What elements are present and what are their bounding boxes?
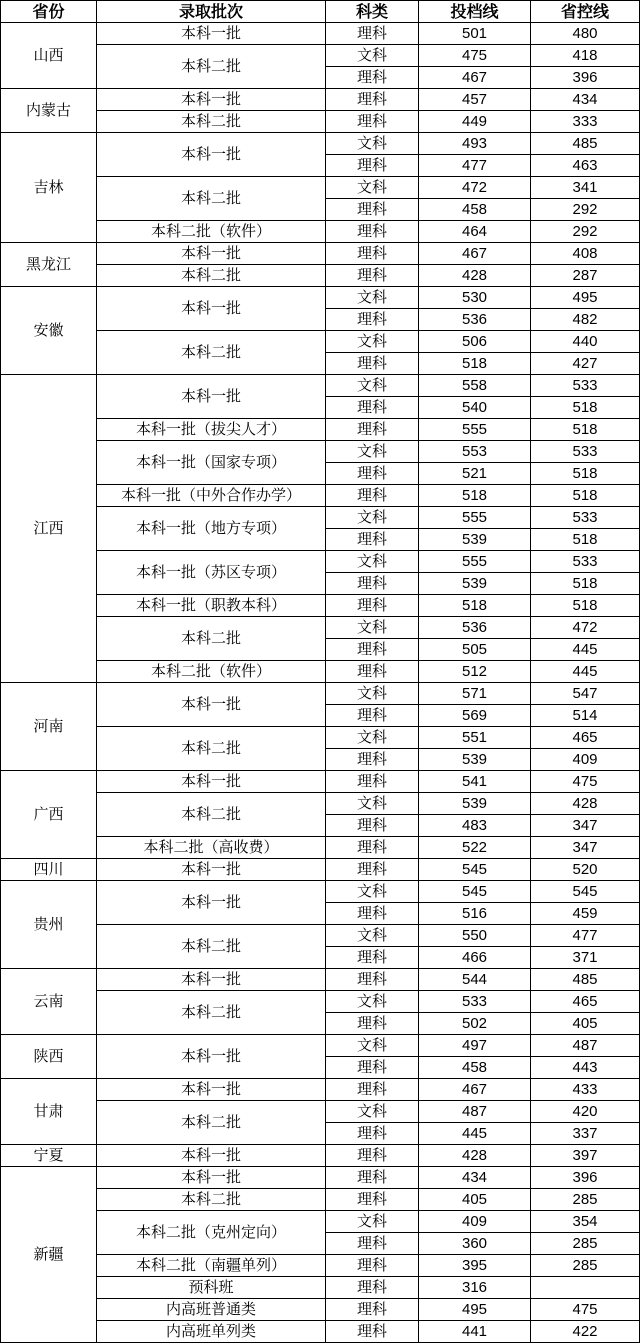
- control-line-cell: 354: [531, 1211, 640, 1233]
- subject-type-cell: 理科: [326, 419, 419, 441]
- subject-type-cell: 理科: [326, 1013, 419, 1035]
- subject-type-cell: 理科: [326, 771, 419, 793]
- subject-type-cell: 文科: [326, 991, 419, 1013]
- control-line-cell: 433: [531, 1079, 640, 1101]
- subject-type-cell: 理科: [326, 595, 419, 617]
- table-row: [1, 1277, 640, 1299]
- control-line-cell: 422: [531, 1321, 640, 1343]
- control-line-cell: 333: [531, 111, 640, 133]
- subject-type-cell: 理科: [326, 353, 419, 375]
- batch-cell: 本科一批: [97, 375, 326, 419]
- admission-score-cell: 441: [419, 1321, 531, 1343]
- admission-score-cell: 541: [419, 771, 531, 793]
- batch-cell: 本科一批: [97, 1167, 326, 1189]
- subject-type-cell: 理科: [326, 265, 419, 287]
- subject-type-cell: 文科: [326, 177, 419, 199]
- table-row: [1, 859, 640, 881]
- control-line-cell: 445: [531, 661, 640, 683]
- control-line-cell: 443: [531, 1057, 640, 1079]
- control-line-cell: 408: [531, 243, 640, 265]
- table-row: [1, 683, 640, 705]
- admission-score-cell: 545: [419, 881, 531, 903]
- province-cell: 四川: [1, 859, 97, 881]
- control-line-cell: 495: [531, 287, 640, 309]
- subject-type-cell: 理科: [326, 661, 419, 683]
- table-row: [1, 221, 640, 243]
- control-line-cell: 518: [531, 529, 640, 551]
- admission-score-cell: 551: [419, 727, 531, 749]
- admission-score-cell: 467: [419, 67, 531, 89]
- batch-cell: 预科班: [97, 1277, 326, 1299]
- batch-cell: 本科一批（地方专项）: [97, 507, 326, 551]
- batch-cell: 本科一批: [97, 1145, 326, 1167]
- subject-type-cell: 理科: [326, 463, 419, 485]
- subject-type-cell: 理科: [326, 23, 419, 45]
- subject-type-cell: 理科: [326, 1123, 419, 1145]
- control-line-cell: 292: [531, 221, 640, 243]
- control-line-cell: 285: [531, 1255, 640, 1277]
- subject-type-cell: 理科: [326, 573, 419, 595]
- batch-cell: 本科二批: [97, 1101, 326, 1145]
- subject-type-cell: 理科: [326, 639, 419, 661]
- table-row: [1, 595, 640, 617]
- control-line-cell: 427: [531, 353, 640, 375]
- control-line-cell: 292: [531, 199, 640, 221]
- batch-cell: 本科二批: [97, 45, 326, 89]
- admission-score-cell: 545: [419, 859, 531, 881]
- control-line-cell: 520: [531, 859, 640, 881]
- control-line-cell: 337: [531, 1123, 640, 1145]
- control-line-cell: 518: [531, 485, 640, 507]
- admission-score-cell: 539: [419, 529, 531, 551]
- subject-type-cell: 文科: [326, 551, 419, 573]
- admission-score-cell: 466: [419, 947, 531, 969]
- control-line-cell: 371: [531, 947, 640, 969]
- control-line-cell: 428: [531, 793, 640, 815]
- table-row: [1, 23, 640, 45]
- admission-score-cell: 477: [419, 155, 531, 177]
- admission-score-cell: 428: [419, 265, 531, 287]
- province-cell: 陕西: [1, 1035, 97, 1079]
- subject-type-cell: 理科: [326, 155, 419, 177]
- subject-type-cell: 文科: [326, 925, 419, 947]
- subject-type-cell: 理科: [326, 221, 419, 243]
- admission-score-cell: 522: [419, 837, 531, 859]
- admission-score-cell: 516: [419, 903, 531, 925]
- subject-type-cell: 理科: [326, 1277, 419, 1299]
- admission-score-cell: 467: [419, 243, 531, 265]
- batch-cell: 本科一批（职教本科）: [97, 595, 326, 617]
- table-row: [1, 331, 640, 353]
- subject-type-cell: 文科: [326, 133, 419, 155]
- subject-type-cell: 理科: [326, 1189, 419, 1211]
- admission-score-cell: 533: [419, 991, 531, 1013]
- batch-cell: 本科一批: [97, 287, 326, 331]
- control-line-cell: 545: [531, 881, 640, 903]
- subject-type-cell: 文科: [326, 441, 419, 463]
- admission-score-cell: 540: [419, 397, 531, 419]
- subject-type-cell: 理科: [326, 397, 419, 419]
- subject-type-cell: 理科: [326, 903, 419, 925]
- batch-cell: 本科一批（中外合作办学）: [97, 485, 326, 507]
- table-row: [1, 375, 640, 397]
- control-line-cell: 459: [531, 903, 640, 925]
- control-line-cell: 518: [531, 419, 640, 441]
- subject-type-cell: 理科: [326, 529, 419, 551]
- admission-score-cell: 571: [419, 683, 531, 705]
- subject-type-cell: 文科: [326, 375, 419, 397]
- batch-cell: 本科二批（软件）: [97, 221, 326, 243]
- admission-score-cell: 518: [419, 485, 531, 507]
- batch-cell: 本科一批（国家专项）: [97, 441, 326, 485]
- control-line-cell: 420: [531, 1101, 640, 1123]
- subject-type-cell: 文科: [326, 1211, 419, 1233]
- control-line-cell: 477: [531, 925, 640, 947]
- control-line-cell: 533: [531, 551, 640, 573]
- admission-score-cell: 505: [419, 639, 531, 661]
- batch-cell: 本科二批: [97, 111, 326, 133]
- admission-score-cell: 445: [419, 1123, 531, 1145]
- control-line-cell: 533: [531, 441, 640, 463]
- batch-cell: 本科二批: [97, 925, 326, 969]
- batch-cell: 本科二批: [97, 177, 326, 221]
- province-cell: 宁夏: [1, 1145, 97, 1167]
- table-row: [1, 837, 640, 859]
- admission-score-cell: 536: [419, 309, 531, 331]
- subject-type-cell: 文科: [326, 1101, 419, 1123]
- batch-cell: 本科一批: [97, 23, 326, 45]
- province-cell: 河南: [1, 683, 97, 771]
- control-line-cell: 409: [531, 749, 640, 771]
- control-line-cell: 397: [531, 1145, 640, 1167]
- admission-score-cell: 536: [419, 617, 531, 639]
- subject-type-cell: 文科: [326, 683, 419, 705]
- control-line-cell: 347: [531, 815, 640, 837]
- admission-score-cell: 530: [419, 287, 531, 309]
- header-row: [1, 1, 640, 23]
- province-cell: 云南: [1, 969, 97, 1035]
- subject-type-cell: 理科: [326, 969, 419, 991]
- control-line-cell: 396: [531, 1167, 640, 1189]
- admission-score-cell: 558: [419, 375, 531, 397]
- batch-cell: 本科一批: [97, 859, 326, 881]
- table-row: [1, 727, 640, 749]
- control-line-cell: 533: [531, 507, 640, 529]
- subject-type-cell: 理科: [326, 1255, 419, 1277]
- control-line-cell: 485: [531, 133, 640, 155]
- table-row: [1, 111, 640, 133]
- control-line-cell: 533: [531, 375, 640, 397]
- subject-type-cell: 理科: [326, 1233, 419, 1255]
- admission-score-cell: 405: [419, 1189, 531, 1211]
- admission-score-cell: 501: [419, 23, 531, 45]
- admission-score-cell: 539: [419, 793, 531, 815]
- header-batch: 录取批次: [97, 1, 326, 23]
- batch-cell: 本科二批: [97, 991, 326, 1035]
- admission-score-cell: 316: [419, 1277, 531, 1299]
- subject-type-cell: 文科: [326, 881, 419, 903]
- table-row: [1, 419, 640, 441]
- batch-cell: 本科二批: [97, 265, 326, 287]
- control-line-cell: 475: [531, 771, 640, 793]
- province-cell: 江西: [1, 375, 97, 683]
- admission-score-cell: 458: [419, 199, 531, 221]
- subject-type-cell: 理科: [326, 67, 419, 89]
- table-row: [1, 177, 640, 199]
- table-row: [1, 287, 640, 309]
- subject-type-cell: 文科: [326, 617, 419, 639]
- table-row: [1, 1321, 640, 1343]
- control-line-cell: 485: [531, 969, 640, 991]
- batch-cell: 本科一批: [97, 243, 326, 265]
- province-cell: 山西: [1, 23, 97, 89]
- subject-type-cell: 理科: [326, 309, 419, 331]
- subject-type-cell: 理科: [326, 1057, 419, 1079]
- batch-cell: 本科二批: [97, 331, 326, 375]
- batch-cell: 本科二批: [97, 1189, 326, 1211]
- subject-type-cell: 理科: [326, 749, 419, 771]
- subject-type-cell: 理科: [326, 243, 419, 265]
- table-body: [1, 23, 640, 1343]
- table-row: [1, 1211, 640, 1233]
- subject-type-cell: 文科: [326, 793, 419, 815]
- table-row: [1, 991, 640, 1013]
- batch-cell: 本科二批（高收费）: [97, 837, 326, 859]
- admission-score-cell: 458: [419, 1057, 531, 1079]
- subject-type-cell: 理科: [326, 1321, 419, 1343]
- table-row: [1, 243, 640, 265]
- batch-cell: 本科二批（软件）: [97, 661, 326, 683]
- table-row: [1, 265, 640, 287]
- control-line-cell: 518: [531, 397, 640, 419]
- control-line-cell: 440: [531, 331, 640, 353]
- batch-cell: 本科一批: [97, 881, 326, 925]
- control-line-cell: 487: [531, 1035, 640, 1057]
- admission-score-cell: 464: [419, 221, 531, 243]
- table-row: [1, 661, 640, 683]
- admission-score-cell: 521: [419, 463, 531, 485]
- control-line-cell: 518: [531, 463, 640, 485]
- table-row: [1, 1167, 640, 1189]
- control-line-cell: 514: [531, 705, 640, 727]
- control-line-cell: 518: [531, 595, 640, 617]
- subject-type-cell: 文科: [326, 727, 419, 749]
- admission-score-cell: 550: [419, 925, 531, 947]
- control-line-cell: 465: [531, 727, 640, 749]
- subject-type-cell: 理科: [326, 815, 419, 837]
- table-row: [1, 1035, 640, 1057]
- admission-score-cell: 360: [419, 1233, 531, 1255]
- batch-cell: 本科二批（南疆单列）: [97, 1255, 326, 1277]
- admission-score-cell: 487: [419, 1101, 531, 1123]
- province-cell: 广西: [1, 771, 97, 859]
- subject-type-cell: 理科: [326, 485, 419, 507]
- admission-score-cell: 495: [419, 1299, 531, 1321]
- control-line-cell: 463: [531, 155, 640, 177]
- subject-type-cell: 文科: [326, 45, 419, 67]
- batch-cell: 本科二批: [97, 793, 326, 837]
- control-line-cell: 405: [531, 1013, 640, 1035]
- control-line-cell: 547: [531, 683, 640, 705]
- admission-score-cell: 539: [419, 573, 531, 595]
- province-cell: 甘肃: [1, 1079, 97, 1145]
- admission-score-cell: 569: [419, 705, 531, 727]
- admission-score-cell: 555: [419, 551, 531, 573]
- admission-score-cell: 502: [419, 1013, 531, 1035]
- subject-type-cell: 理科: [326, 1145, 419, 1167]
- admission-score-cell: 434: [419, 1167, 531, 1189]
- subject-type-cell: 理科: [326, 837, 419, 859]
- subject-type-cell: 文科: [326, 507, 419, 529]
- subject-type-cell: 理科: [326, 111, 419, 133]
- admission-score-cell: 457: [419, 89, 531, 111]
- control-line-cell: 480: [531, 23, 640, 45]
- subject-type-cell: 理科: [326, 1299, 419, 1321]
- control-line-cell: 285: [531, 1233, 640, 1255]
- table-row: [1, 89, 640, 111]
- province-cell: 贵州: [1, 881, 97, 969]
- table-row: [1, 793, 640, 815]
- subject-type-cell: 理科: [326, 705, 419, 727]
- admission-score-cell: 493: [419, 133, 531, 155]
- admission-score-cell: 518: [419, 353, 531, 375]
- control-line-cell: 418: [531, 45, 640, 67]
- province-cell: 内蒙古: [1, 89, 97, 133]
- control-line-cell: 518: [531, 573, 640, 595]
- table-row: [1, 1079, 640, 1101]
- control-line-cell: 472: [531, 617, 640, 639]
- control-line-cell: 445: [531, 639, 640, 661]
- table-row: [1, 925, 640, 947]
- batch-cell: 本科一批: [97, 683, 326, 727]
- admission-score-cell: 409: [419, 1211, 531, 1233]
- header-admission-score: 投档线: [419, 1, 531, 23]
- admission-score-cell: 483: [419, 815, 531, 837]
- admission-score-cell: 539: [419, 749, 531, 771]
- control-line-cell: 434: [531, 89, 640, 111]
- batch-cell: 本科一批: [97, 771, 326, 793]
- admission-score-cell: 395: [419, 1255, 531, 1277]
- batch-cell: 内高班普通类: [97, 1299, 326, 1321]
- control-line-cell: 465: [531, 991, 640, 1013]
- admission-score-cell: 472: [419, 177, 531, 199]
- subject-type-cell: 理科: [326, 859, 419, 881]
- admission-score-cell: 553: [419, 441, 531, 463]
- batch-cell: 本科一批: [97, 89, 326, 111]
- admission-score-cell: 475: [419, 45, 531, 67]
- subject-type-cell: 文科: [326, 1035, 419, 1057]
- province-cell: 吉林: [1, 133, 97, 243]
- header-control-line: 省控线: [531, 1, 640, 23]
- table-row: [1, 1189, 640, 1211]
- control-line-cell: 285: [531, 1189, 640, 1211]
- subject-type-cell: 理科: [326, 1167, 419, 1189]
- admission-score-cell: 555: [419, 419, 531, 441]
- table-row: [1, 551, 640, 573]
- control-line-cell: 287: [531, 265, 640, 287]
- admission-score-cell: 518: [419, 595, 531, 617]
- batch-cell: 本科一批: [97, 1035, 326, 1079]
- batch-cell: 本科二批（克州定向）: [97, 1211, 326, 1255]
- batch-cell: 本科一批: [97, 133, 326, 177]
- subject-type-cell: 文科: [326, 287, 419, 309]
- batch-cell: 本科一批（苏区专项）: [97, 551, 326, 595]
- province-cell: 安徽: [1, 287, 97, 375]
- admission-score-cell: 428: [419, 1145, 531, 1167]
- province-cell: 新疆: [1, 1167, 97, 1343]
- subject-type-cell: 理科: [326, 947, 419, 969]
- table-row: [1, 771, 640, 793]
- province-cell: 黑龙江: [1, 243, 97, 287]
- admission-score-cell: 449: [419, 111, 531, 133]
- table-row: [1, 881, 640, 903]
- header-subject-type: 科类: [326, 1, 419, 23]
- table-row: [1, 441, 640, 463]
- table-row: [1, 485, 640, 507]
- control-line-cell: 396: [531, 67, 640, 89]
- control-line-cell: [531, 1277, 640, 1299]
- batch-cell: 本科一批（拔尖人才）: [97, 419, 326, 441]
- header-province: 省份: [1, 1, 97, 23]
- control-line-cell: 475: [531, 1299, 640, 1321]
- control-line-cell: 482: [531, 309, 640, 331]
- table-row: [1, 1255, 640, 1277]
- control-line-cell: 341: [531, 177, 640, 199]
- batch-cell: 本科二批: [97, 727, 326, 771]
- admission-score-cell: 467: [419, 1079, 531, 1101]
- batch-cell: 本科一批: [97, 969, 326, 991]
- batch-cell: 本科二批: [97, 617, 326, 661]
- admission-score-cell: 544: [419, 969, 531, 991]
- table-row: [1, 507, 640, 529]
- admission-score-cell: 506: [419, 331, 531, 353]
- subject-type-cell: 理科: [326, 199, 419, 221]
- subject-type-cell: 理科: [326, 1079, 419, 1101]
- table-row: [1, 617, 640, 639]
- table-row: [1, 133, 640, 155]
- table-row: [1, 1145, 640, 1167]
- admission-score-cell: 512: [419, 661, 531, 683]
- control-line-cell: 347: [531, 837, 640, 859]
- admission-score-cell: 555: [419, 507, 531, 529]
- table-row: [1, 45, 640, 67]
- table-row: [1, 1299, 640, 1321]
- subject-type-cell: 文科: [326, 331, 419, 353]
- batch-cell: 内高班单列类: [97, 1321, 326, 1343]
- admission-score-cell: 497: [419, 1035, 531, 1057]
- subject-type-cell: 理科: [326, 89, 419, 111]
- table-row: [1, 1101, 640, 1123]
- batch-cell: 本科一批: [97, 1079, 326, 1101]
- table-row: [1, 969, 640, 991]
